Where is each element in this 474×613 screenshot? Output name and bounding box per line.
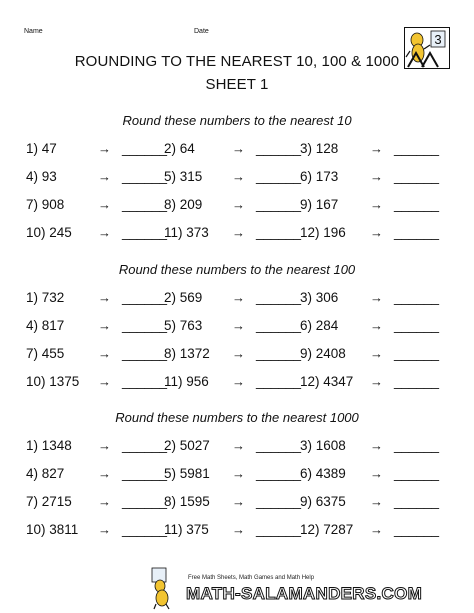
problem-number: 3) 1608 — [300, 438, 346, 453]
name-label: Name — [24, 28, 43, 35]
problem-row — [0, 522, 474, 544]
arrow-icon: → — [98, 197, 111, 212]
answer-blank[interactable]: ______ — [394, 225, 440, 240]
problem-number: 5) 763 — [164, 318, 203, 333]
answer-blank[interactable]: ______ — [122, 169, 168, 184]
arrow-icon: → — [232, 346, 245, 361]
answer-blank[interactable]: ______ — [122, 197, 168, 212]
problem-number: 12) 7287 — [300, 522, 354, 537]
problem-number: 9) 6375 — [300, 494, 346, 509]
problem-number: 10) 245 — [26, 225, 72, 240]
problem-row — [0, 466, 474, 488]
worksheet-title: ROUNDING TO THE NEAREST 10, 100 & 1000 — [74, 53, 400, 70]
answer-blank[interactable]: ______ — [122, 494, 168, 509]
problem-number: 11) 956 — [164, 374, 209, 389]
arrow-icon: → — [232, 318, 245, 333]
answer-blank[interactable]: ______ — [394, 522, 440, 537]
problem-number: 1) 1348 — [26, 438, 72, 453]
arrow-icon: → — [370, 197, 383, 212]
sheet-number: SHEET 1 — [205, 76, 269, 93]
problem-number: 3) 306 — [300, 290, 339, 305]
problem-number: 2) 569 — [164, 290, 203, 305]
arrow-icon: → — [98, 374, 111, 389]
answer-blank[interactable]: ______ — [122, 141, 168, 156]
answer-blank[interactable]: ______ — [256, 494, 302, 509]
arrow-icon: → — [98, 466, 111, 481]
problem-row — [0, 346, 474, 368]
problem-number: 8) 1595 — [164, 494, 210, 509]
answer-blank[interactable]: ______ — [256, 197, 302, 212]
answer-blank[interactable]: ______ — [122, 290, 168, 305]
answer-blank[interactable]: ______ — [122, 318, 168, 333]
arrow-icon: → — [98, 169, 111, 184]
section-instruction: Round these numbers to the nearest 100 — [118, 262, 356, 277]
problem-row — [0, 494, 474, 516]
problem-number: 6) 173 — [300, 169, 339, 184]
problem-number: 11) 373 — [164, 225, 209, 240]
problem-number: 2) 64 — [164, 141, 195, 156]
answer-blank[interactable]: ______ — [394, 318, 440, 333]
answer-blank[interactable]: ______ — [394, 346, 440, 361]
answer-blank[interactable]: ______ — [256, 225, 302, 240]
problem-number: 4) 93 — [26, 169, 57, 184]
arrow-icon: → — [370, 438, 383, 453]
footer-salamander-logo — [150, 566, 182, 610]
problem-row — [0, 141, 474, 163]
arrow-icon: → — [232, 466, 245, 481]
answer-blank[interactable]: ______ — [122, 438, 168, 453]
arrow-icon: → — [98, 318, 111, 333]
arrow-icon: → — [232, 141, 245, 156]
answer-blank[interactable]: ______ — [256, 290, 302, 305]
grade-number: 3 — [434, 32, 442, 47]
arrow-icon: → — [232, 225, 245, 240]
arrow-icon: → — [98, 141, 111, 156]
answer-blank[interactable]: ______ — [256, 141, 302, 156]
arrow-icon: → — [98, 290, 111, 305]
answer-blank[interactable]: ______ — [394, 438, 440, 453]
arrow-icon: → — [370, 141, 383, 156]
problem-number: 2) 5027 — [164, 438, 210, 453]
arrow-icon: → — [370, 290, 383, 305]
answer-blank[interactable]: ______ — [256, 438, 302, 453]
section-instruction: Round these numbers to the nearest 1000 — [115, 410, 359, 425]
problem-number: 8) 209 — [164, 197, 203, 212]
problem-number: 9) 2408 — [300, 346, 346, 361]
problem-number: 1) 47 — [26, 141, 57, 156]
section-instruction: Round these numbers to the nearest 10 — [122, 113, 352, 128]
arrow-icon: → — [370, 346, 383, 361]
problem-number: 10) 3811 — [26, 522, 79, 537]
arrow-icon: → — [370, 318, 383, 333]
answer-blank[interactable]: ______ — [394, 374, 440, 389]
answer-blank[interactable]: ______ — [256, 522, 302, 537]
answer-blank[interactable]: ______ — [394, 197, 440, 212]
arrow-icon: → — [370, 466, 383, 481]
problem-number: 6) 284 — [300, 318, 339, 333]
problem-number: 3) 128 — [300, 141, 339, 156]
arrow-icon: → — [232, 374, 245, 389]
answer-blank[interactable]: ______ — [256, 169, 302, 184]
answer-blank[interactable]: ______ — [256, 346, 302, 361]
answer-blank[interactable]: ______ — [256, 374, 302, 389]
answer-blank[interactable]: ______ — [394, 169, 440, 184]
problem-number: 12) 4347 — [300, 374, 354, 389]
answer-blank[interactable]: ______ — [394, 290, 440, 305]
problem-number: 12) 196 — [300, 225, 346, 240]
arrow-icon: → — [370, 374, 383, 389]
arrow-icon: → — [98, 494, 111, 509]
arrow-icon: → — [370, 169, 383, 184]
problem-row — [0, 438, 474, 460]
footer-tagline: Free Math Sheets, Math Games and Math Help — [188, 575, 315, 581]
answer-blank[interactable]: ______ — [122, 346, 168, 361]
problem-number: 5) 315 — [164, 169, 203, 184]
answer-blank[interactable]: ______ — [256, 318, 302, 333]
problem-number: 5) 5981 — [164, 466, 210, 481]
problem-number: 6) 4389 — [300, 466, 346, 481]
problem-row — [0, 197, 474, 219]
problem-number: 7) 2715 — [26, 494, 72, 509]
answer-blank[interactable]: ______ — [122, 522, 168, 537]
arrow-icon: → — [232, 494, 245, 509]
arrow-icon: → — [370, 494, 383, 509]
footer-brand: MATH-SALAMANDERS.COM — [186, 584, 423, 603]
answer-blank[interactable]: ______ — [122, 225, 168, 240]
answer-blank[interactable]: ______ — [394, 141, 440, 156]
problem-number: 10) 1375 — [26, 374, 80, 389]
date-label: Date — [194, 28, 209, 35]
answer-blank[interactable]: ______ — [122, 466, 168, 481]
problem-row — [0, 225, 474, 247]
answer-blank[interactable]: ______ — [256, 466, 302, 481]
arrow-icon: → — [232, 290, 245, 305]
problem-number: 11) 375 — [164, 522, 209, 537]
arrow-icon: → — [98, 225, 111, 240]
arrow-icon: → — [98, 438, 111, 453]
problem-number: 1) 732 — [26, 290, 65, 305]
problem-number: 7) 908 — [26, 197, 65, 212]
problem-number: 8) 1372 — [164, 346, 210, 361]
arrow-icon: → — [232, 522, 245, 537]
answer-blank[interactable]: ______ — [394, 494, 440, 509]
problem-row — [0, 290, 474, 312]
problem-number: 4) 827 — [26, 466, 65, 481]
problem-row — [0, 318, 474, 340]
problem-row — [0, 374, 474, 396]
problem-number: 7) 455 — [26, 346, 65, 361]
arrow-icon: → — [98, 522, 111, 537]
arrow-icon: → — [370, 522, 383, 537]
answer-blank[interactable]: ______ — [394, 466, 440, 481]
problem-number: 4) 817 — [26, 318, 65, 333]
problem-number: 9) 167 — [300, 197, 339, 212]
arrow-icon: → — [232, 169, 245, 184]
arrow-icon: → — [370, 225, 383, 240]
problem-row — [0, 169, 474, 191]
arrow-icon: → — [98, 346, 111, 361]
arrow-icon: → — [232, 438, 245, 453]
answer-blank[interactable]: ______ — [122, 374, 168, 389]
arrow-icon: → — [232, 197, 245, 212]
